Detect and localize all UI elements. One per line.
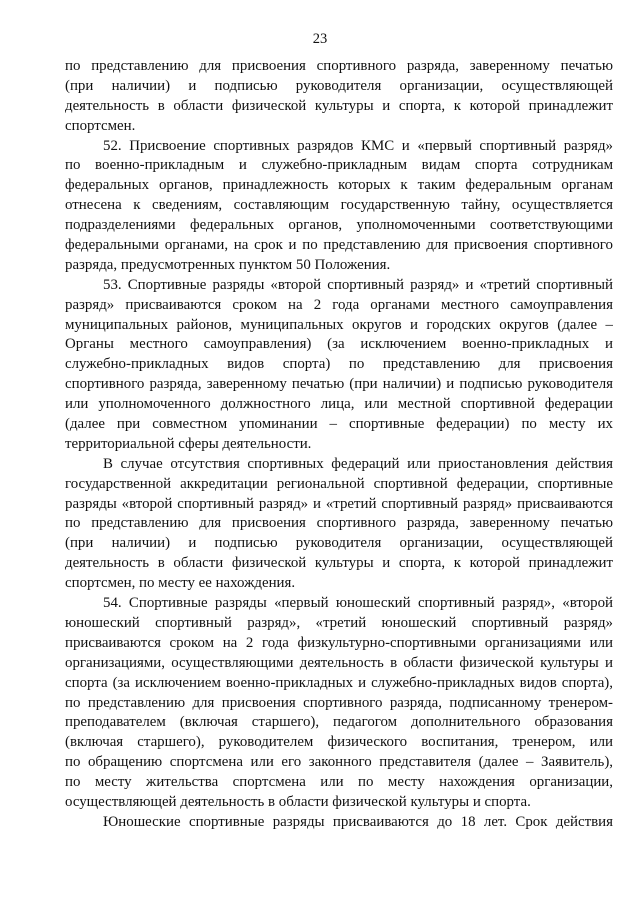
text-line: государственной аккредитации региональной спортивной федерации, спортивные <box>65 475 613 492</box>
text-line: деятельность в области физической культуры и спорта, к которой принадлежит <box>65 97 613 114</box>
text-line: (при наличии) и подписью руководителя организации, осуществляющей <box>65 535 613 552</box>
text-line: В случае отсутствия спортивных федераций или приостановления действия <box>103 455 613 472</box>
paragraph <box>65 276 613 455</box>
text-line: по представлению для присвоения спортивного разряда, заверенному печатью <box>65 58 613 74</box>
text-line: 53. Спортивные разряды «второй спортивный разряд» и «третий спортивный <box>103 276 613 293</box>
text-line: разряды «второй спортивный разряд» и «третий спортивный разряд» присваиваются <box>65 495 613 512</box>
text-line: муниципальных районов, муниципальных округов и городских округов (далее – <box>65 316 613 333</box>
text-line: деятельность в области физической культуры и спорта, к которой принадлежит <box>65 555 613 572</box>
text-line: по военно-прикладным и служебно-прикладным видам спорта сотрудникам <box>65 157 613 174</box>
paragraph <box>65 137 613 276</box>
text-line: присваиваются сроком на 2 года физкультурно-спортивными организациями или <box>65 634 613 651</box>
text-line: спортсмен. <box>65 117 136 134</box>
text-line: по месту жительства спортсмена или по месту нахождения организации, <box>65 774 613 791</box>
page-number: 23 <box>312 31 328 47</box>
text-line: отнесена к сведениям, составляющим государственную тайну, осуществляется <box>65 197 613 214</box>
text-line: федеральных органов, принадлежность которых к таким федеральным органам <box>65 177 613 194</box>
text-line: осуществляющей деятельность в области физической культуры и спорта. <box>65 793 531 810</box>
text-line: или уполномоченного должностного лица, или местной спортивной федерации <box>65 396 613 413</box>
text-line: федеральными органами, на срок и по представлению для присвоения спортивного <box>65 237 613 254</box>
text-line: Юношеские спортивные разряды присваиваются до 18 лет. Срок действия <box>103 813 613 830</box>
text-line: по представлению для присвоения спортивного разряда, заверенному печатью <box>65 515 613 532</box>
text-line: по обращению спортсмена или его законного представителя (далее – Заявитель), <box>65 754 613 771</box>
text-line: по представлению для присвоения спортивного разряда, подписанному тренером- <box>65 694 613 711</box>
text-line: юношеский спортивный разряд», «третий юношеский спортивный разряд» <box>65 614 613 631</box>
text-line: спортсмен, по месту ее нахождения. <box>65 575 296 592</box>
text-line: спортивного разряда, заверенному печатью (при наличии) и подписью руководителя <box>65 376 613 393</box>
text-line: подразделениями федеральных органов, уполномоченными соответствующими <box>65 217 613 234</box>
paragraph <box>65 57 613 137</box>
text-line: спорта (за исключением военно-прикладных и служебно-прикладных видов спорта), <box>65 674 613 691</box>
text-line: служебно-прикладных видов спорта) по представлению для присвоения <box>65 356 613 373</box>
text-line: (включая старшего), руководителем физического воспитания, тренером, или <box>65 734 613 751</box>
paragraph <box>65 813 613 833</box>
text-line: территориальной сферы деятельности. <box>65 435 312 452</box>
text-line: разряда, предусмотренных пунктом 50 Положения. <box>65 256 391 273</box>
text-line: 54. Спортивные разряды «первый юношеский спортивный разряд», «второй <box>103 595 613 612</box>
text-line: разряд» присваиваются сроком на 2 года органами местного самоуправления <box>65 296 613 313</box>
document-body <box>65 57 613 833</box>
text-line: (далее при совместном упоминании – спортивные федерации) по месту их <box>65 416 613 433</box>
text-line: организациями, осуществляющими деятельность в области физической культуры и <box>65 654 613 671</box>
text-line: преподавателем (включая старшего), педагогом дополнительного образования <box>65 714 613 731</box>
text-line: 52. Присвоение спортивных разрядов КМС и «первый спортивный разряд» <box>103 137 613 154</box>
text-line: Органы местного самоуправления) (за исключением военно-прикладных и <box>65 336 613 353</box>
paragraph <box>65 455 613 594</box>
text-line: (при наличии) и подписью руководителя организации, осуществляющей <box>65 77 613 94</box>
paragraph <box>65 594 613 813</box>
